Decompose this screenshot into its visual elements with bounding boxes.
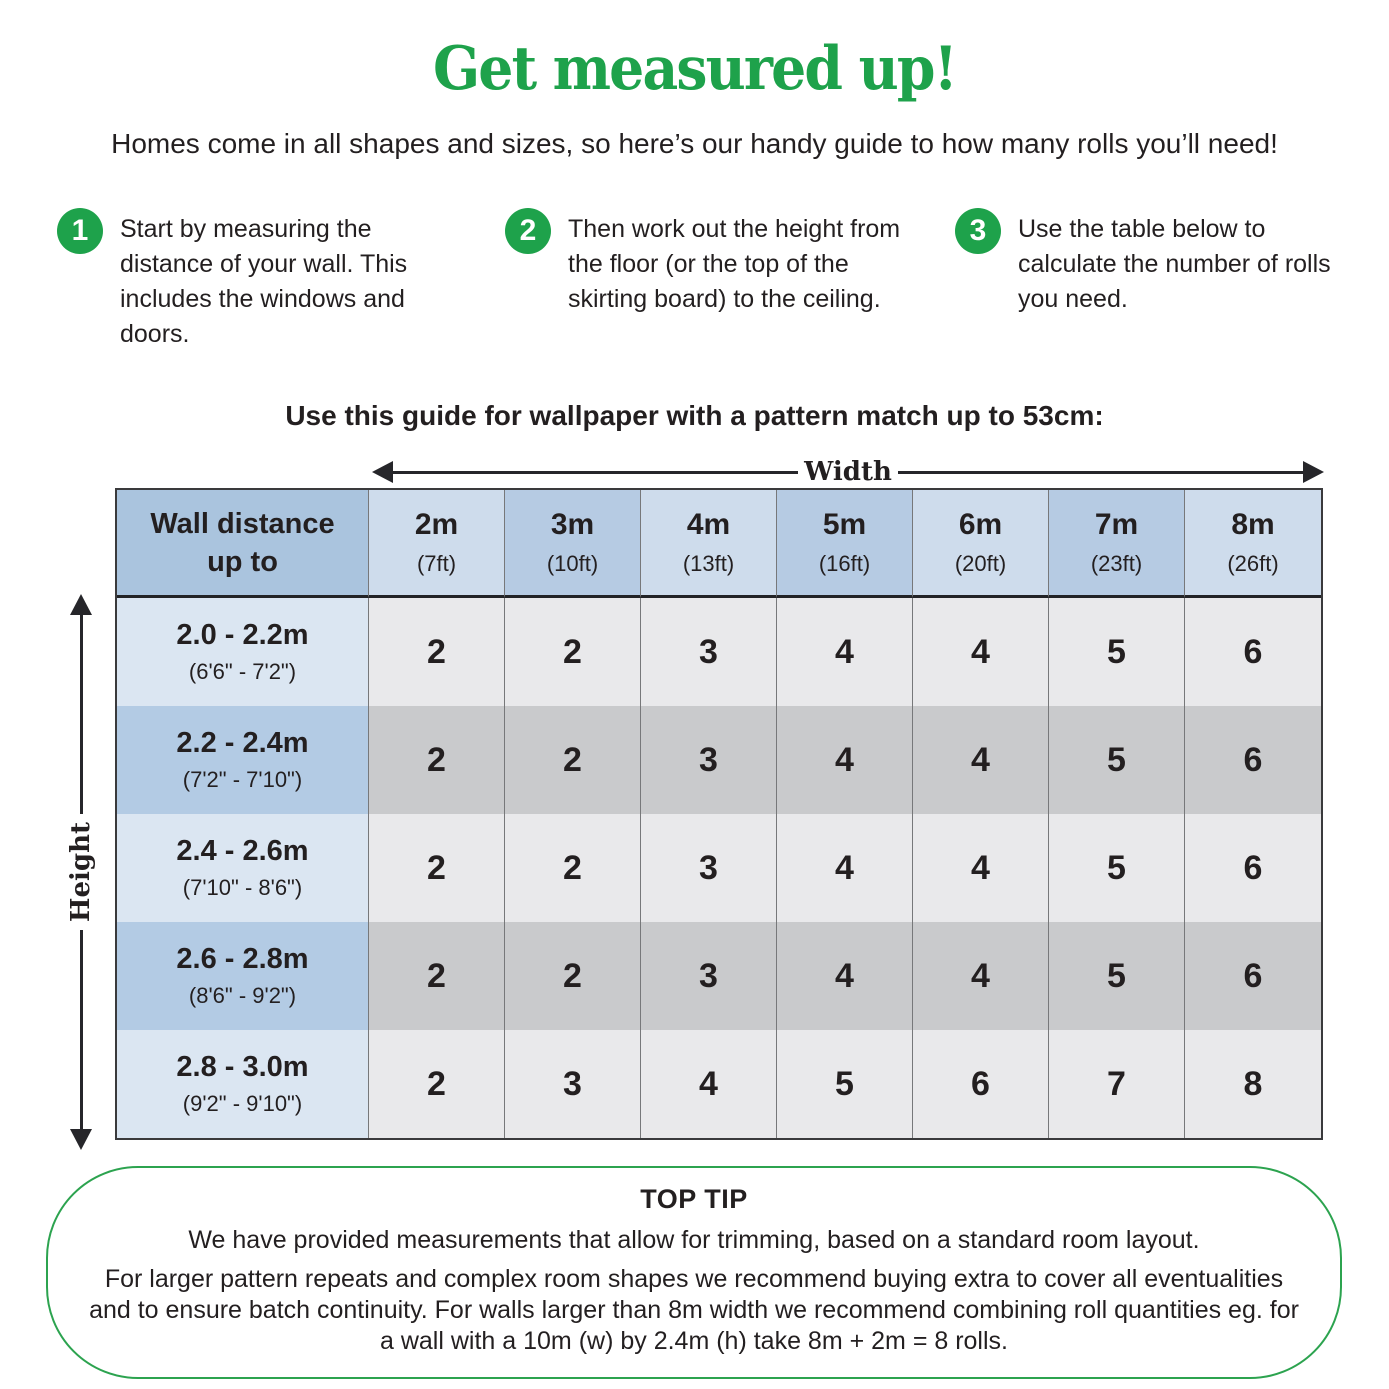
height-arrow — [60, 594, 102, 1150]
top-tip-line1: We have provided measurements that allow for trimming, based on a standard room layout. — [188, 1226, 1200, 1254]
roll-count-cell: 5 — [1049, 922, 1185, 1030]
row-feet-label: (9'2" - 9'10") — [182, 1091, 303, 1116]
roll-count-cell: 4 — [777, 814, 913, 922]
roll-count-cell: 4 — [913, 814, 1049, 922]
roll-count-cell: 2 — [369, 922, 505, 1030]
roll-count-cell: 8 — [1185, 1030, 1321, 1138]
column-header-main: 7m — [1094, 508, 1139, 541]
roll-count-cell: 5 — [1049, 598, 1185, 706]
top-tip-box — [46, 1166, 1342, 1379]
roll-count-cell: 5 — [1049, 706, 1185, 814]
arrow-up-icon — [70, 594, 92, 615]
roll-count-cell: 3 — [505, 1030, 641, 1138]
roll-count-cell: 2 — [505, 706, 641, 814]
corner-label-line2: up to — [207, 545, 278, 578]
column-header-sub: (23ft) — [1090, 551, 1143, 576]
step-2 — [505, 208, 920, 317]
arrow-left-icon — [372, 461, 393, 483]
arrow-right-icon — [1303, 461, 1324, 483]
row-range-label: 2.0 - 2.2m — [176, 619, 309, 651]
roll-count-cell: 4 — [777, 922, 913, 1030]
row-label-2.0 - 2.2m — [117, 598, 369, 706]
row-feet-label: (8'6" - 9'2") — [188, 983, 297, 1008]
column-header-main: 8m — [1231, 508, 1275, 541]
row-label-2.6 - 2.8m — [117, 922, 369, 1030]
roll-count-cell: 2 — [369, 1030, 505, 1138]
width-arrow — [372, 457, 1324, 487]
column-header-7m — [1049, 490, 1185, 598]
roll-count-cell: 6 — [913, 1030, 1049, 1138]
height-arrow-line-bottom — [80, 930, 83, 1129]
step-2-number-badge: 2 — [505, 208, 551, 254]
corner-label-line1: Wall distance — [150, 507, 335, 540]
step-1-text: Start by measuring the distance of your wall. This includes the windows and doors. — [120, 215, 408, 348]
roll-count-cell: 2 — [505, 814, 641, 922]
roll-count-cell: 7 — [1049, 1030, 1185, 1138]
column-header-4m — [641, 490, 777, 598]
roll-count-cell: 2 — [369, 706, 505, 814]
row-feet-label: (6'6" - 7'2") — [188, 659, 297, 684]
roll-count-cell: 2 — [369, 814, 505, 922]
row-feet-label: (7'2" - 7'10") — [182, 767, 303, 792]
roll-count-cell: 6 — [1185, 706, 1321, 814]
roll-count-cell: 3 — [641, 814, 777, 922]
width-arrow-line-left — [393, 471, 798, 474]
column-header-8m — [1185, 490, 1321, 598]
row-range-label: 2.4 - 2.6m — [176, 835, 309, 867]
roll-count-cell: 2 — [369, 598, 505, 706]
column-header-main: 4m — [686, 508, 731, 541]
roll-count-cell: 4 — [777, 706, 913, 814]
roll-count-cell: 4 — [913, 922, 1049, 1030]
column-header-sub: (26ft) — [1227, 551, 1279, 576]
roll-count-cell: 4 — [641, 1030, 777, 1138]
row-label-2.4 - 2.6m — [117, 814, 369, 922]
row-range-label: 2.8 - 3.0m — [176, 1051, 309, 1083]
column-header-main: 2m — [414, 508, 459, 541]
page-title: Get measured up! — [432, 34, 957, 104]
width-arrow-label: Width — [804, 457, 892, 487]
guide-heading: Use this guide for wallpaper with a pattern match up to 53cm: — [285, 400, 1104, 431]
table-corner-header — [117, 490, 369, 598]
page-subtitle: Homes come in all shapes and sizes, so here’s our handy guide to how many rolls you’ll need! — [111, 128, 1278, 159]
column-header-sub: (10ft) — [546, 551, 599, 576]
top-tip-line2: For larger pattern repeats and complex room shapes we recommend buying extra to cover all eventualities and to ensure batch continuity. For walls larger than 8m width we recommend combining roll quantities eg. for a wall with a 10m (w) by 2.4m (h) take 8m + 2m = 8 rolls. — [89, 1265, 1299, 1355]
column-header-sub: (20ft) — [954, 551, 1007, 576]
step-1-number-badge: 1 — [57, 208, 103, 254]
column-header-5m — [777, 490, 913, 598]
row-range-label: 2.2 - 2.4m — [176, 727, 309, 759]
column-header-3m — [505, 490, 641, 598]
roll-count-cell: 6 — [1185, 922, 1321, 1030]
column-header-main: 3m — [550, 508, 595, 541]
column-header-sub: (16ft) — [818, 551, 871, 576]
step-3-number-badge: 3 — [955, 208, 1001, 254]
height-arrow-label: Height — [66, 821, 96, 923]
roll-count-cell: 2 — [505, 922, 641, 1030]
top-tip-heading: TOP TIP — [640, 1184, 748, 1214]
rolls-table — [115, 488, 1323, 1140]
roll-count-cell: 4 — [913, 598, 1049, 706]
column-header-sub: (13ft) — [682, 551, 735, 576]
column-header-2m — [369, 490, 505, 598]
roll-count-cell: 5 — [1049, 814, 1185, 922]
height-arrow-line-top — [80, 615, 83, 814]
row-feet-label: (7'10" - 8'6") — [182, 875, 303, 900]
arrow-down-icon — [70, 1129, 92, 1150]
column-header-sub: (7ft) — [416, 551, 457, 576]
roll-count-cell: 6 — [1185, 598, 1321, 706]
roll-count-cell: 5 — [777, 1030, 913, 1138]
row-range-label: 2.6 - 2.8m — [176, 943, 309, 975]
column-header-6m — [913, 490, 1049, 598]
step-3-text: Use the table below to calculate the number of rolls you need. — [1018, 215, 1331, 313]
step-2-text: Then work out the height from the floor (or the top of the skirting board) to the ceiling. — [568, 215, 901, 313]
roll-count-cell: 4 — [777, 598, 913, 706]
roll-count-cell: 3 — [641, 922, 777, 1030]
column-header-main: 6m — [958, 508, 1003, 541]
row-label-2.2 - 2.4m — [117, 706, 369, 814]
row-label-2.8 - 3.0m — [117, 1030, 369, 1138]
step-1 — [57, 208, 460, 352]
roll-count-cell: 3 — [641, 598, 777, 706]
roll-count-cell: 6 — [1185, 814, 1321, 922]
roll-count-cell: 4 — [913, 706, 1049, 814]
width-arrow-line-right — [898, 471, 1303, 474]
column-header-main: 5m — [822, 508, 867, 541]
step-3 — [955, 208, 1338, 317]
roll-count-cell: 2 — [505, 598, 641, 706]
roll-count-cell: 3 — [641, 706, 777, 814]
